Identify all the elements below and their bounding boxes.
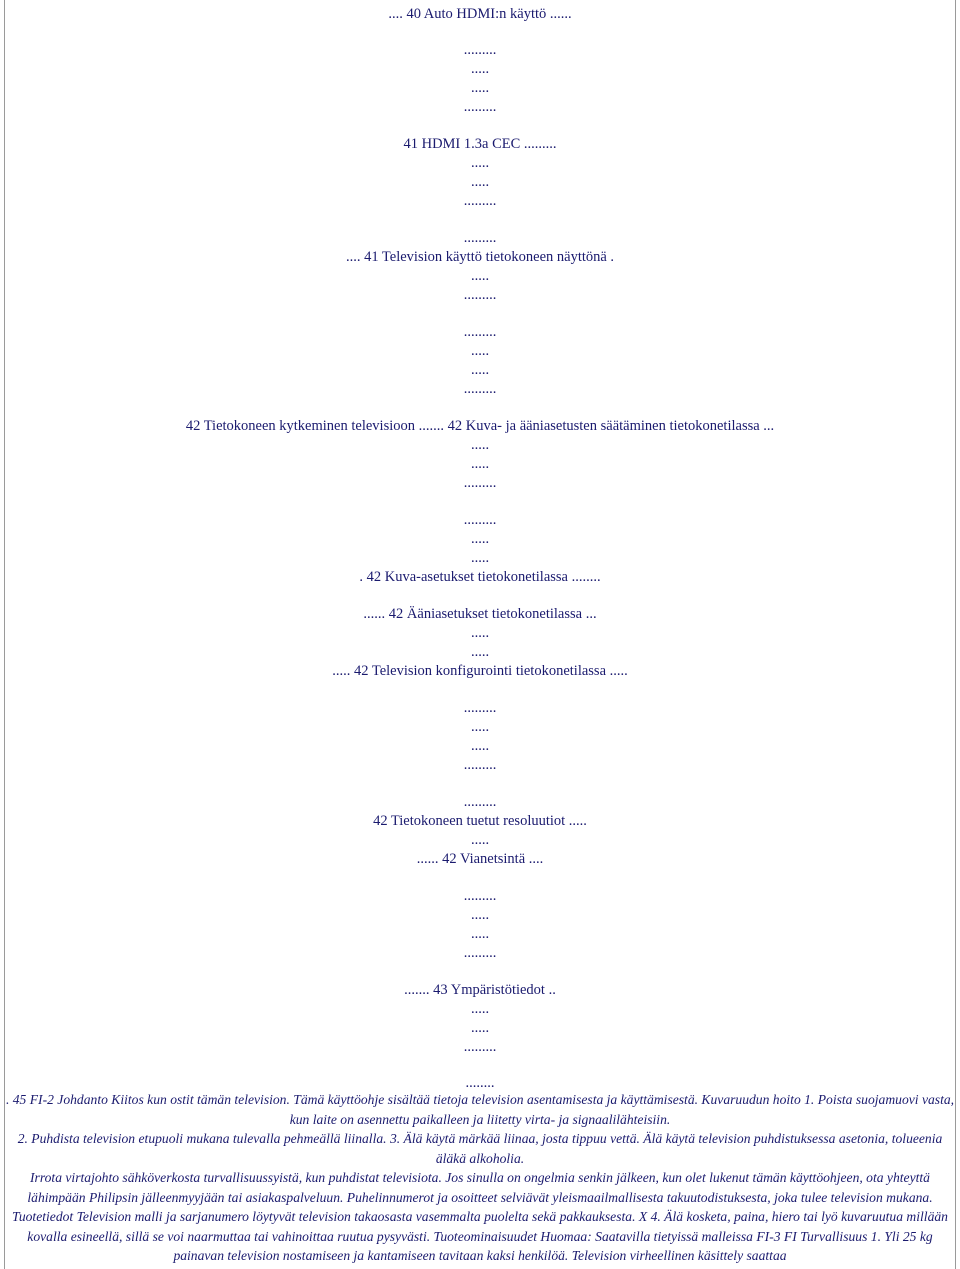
toc-leader: .....: [470, 362, 490, 378]
toc-leader: .....: [470, 1001, 490, 1017]
toc-leader: .....: [470, 907, 490, 923]
toc-leader: ........: [465, 1075, 495, 1091]
toc-entry-pc-connection: 42 Tietokoneen kytkeminen televisioon ....... 42 Kuva- ja ääniasetusten säätäminen tietokonetilassa ...: [185, 418, 775, 434]
toc-entry-picture-settings: . 42 Kuva-asetukset tietokonetilassa ........: [359, 569, 601, 585]
toc-leader: .....: [470, 625, 490, 641]
toc-leader: .....: [470, 531, 490, 547]
introduction-text: [5, 1090, 955, 1266]
toc-entry-environment: ....... 43 Ympäristötiedot ..: [404, 982, 556, 998]
toc-leader: .....: [470, 1020, 490, 1036]
toc-entry-tv-as-monitor: .... 41 Television käyttö tietokoneen näyttönä .: [345, 249, 615, 265]
toc-leader: .........: [463, 42, 497, 58]
toc-leader: .........: [463, 99, 497, 115]
paragraph-intro: . 45 FI-2 Johdanto Kiitos kun ostit tämän television. Tämä käyttöohje sisältää tietoja television asentamisesta ja käyttämisestä. Kuvaruudun hoito 1. Poista suojamuovi vasta, kun laite on asennettu paikalleen ja liitetty virta- ja signaalilähteisiin.: [5, 1092, 955, 1127]
toc-leader: .....: [470, 437, 490, 453]
toc-entry-sound-settings: ...... 42 Ääniasetukset tietokonetilassa ...: [363, 606, 597, 622]
paragraph-safety: Irrota virtajohto sähköverkosta turvallisuussyistä, kun puhdistat televisiota. Jos sinulla on ongelmia senkin jälkeen, kun olet lukenut tämän käyttöohjeen, ota yhteyttä lähimpään Philipsin jälleenmyyjään tai asiakaspalveluun. Puhelinnumerot ja osoitteet selviävät yleismaailmallisesta takuutodistuksesta, joka tulee television mukana. Tuotetiedot Television malli ja sarjanumero löytyvät television takaosasta vasemmalta puolelta sekä pakkauksesta. X 4. Älä kosketa, paina, hiero tai lyö kuvaruutua millään kovalla esineellä, sillä se voi naarmuttaa tai vahinoittaa ruutua pysyvästi. Tuoteominaisuudet Huomaa: Saatavilla tietyissä malleissa FI-3 FI Turvallisuus 1. Yli 25 kg painavan television nostamiseen ja kantamiseen tavitaan kaksi henkilöä. Television virheellinen käsittely saattaa: [12, 1170, 948, 1263]
toc-leader: .....: [470, 550, 490, 566]
toc-leader: .....: [470, 719, 490, 735]
toc-leader: .........: [463, 1039, 497, 1055]
toc-leader: .........: [463, 193, 497, 209]
toc-leader: .........: [463, 324, 497, 340]
toc-leader: .....: [470, 61, 490, 77]
toc-entry-supported-resolutions: 42 Tietokoneen tuetut resoluutiot .....: [373, 813, 587, 829]
toc-leader: .....: [470, 832, 490, 848]
toc-leader: .........: [463, 475, 497, 491]
toc-leader: .........: [463, 230, 497, 246]
toc-entry-tv-configuration: ..... 42 Television konfigurointi tietokonetilassa .....: [332, 663, 628, 679]
toc-leader: .....: [470, 80, 490, 96]
toc-entry-auto-hdmi: .... 40 Auto HDMI:n käyttö ......: [388, 6, 572, 22]
toc-leader: .....: [470, 343, 490, 359]
toc-leader: .....: [470, 926, 490, 942]
toc-leader: .........: [463, 794, 497, 810]
toc-leader: .........: [463, 512, 497, 528]
paragraph-cleaning: 2. Puhdista television etupuoli mukana tulevalla pehmeällä liinalla. 3. Älä käytä märkää liinaa, josta tippuu vettä. Älä käytä television puhdistuksessa asetonia, tolueenia äläkä alkoholia.: [17, 1131, 943, 1166]
toc-leader: .....: [470, 738, 490, 754]
toc-leader: .....: [470, 644, 490, 660]
toc-entry-troubleshooting: ...... 42 Vianetsintä ....: [416, 851, 544, 867]
toc-leader: .........: [463, 381, 497, 397]
toc-leader: .........: [463, 700, 497, 716]
toc-leader: .....: [470, 456, 490, 472]
toc-leader: .....: [470, 268, 490, 284]
toc-leader: .........: [463, 287, 497, 303]
toc-leader: .........: [463, 757, 497, 773]
toc-entry-hdmi-cec: 41 HDMI 1.3a CEC .........: [403, 136, 557, 152]
toc-leader: .....: [470, 155, 490, 171]
toc-leader: .....: [470, 174, 490, 190]
toc-leader: .........: [463, 888, 497, 904]
toc-leader: .........: [463, 945, 497, 961]
